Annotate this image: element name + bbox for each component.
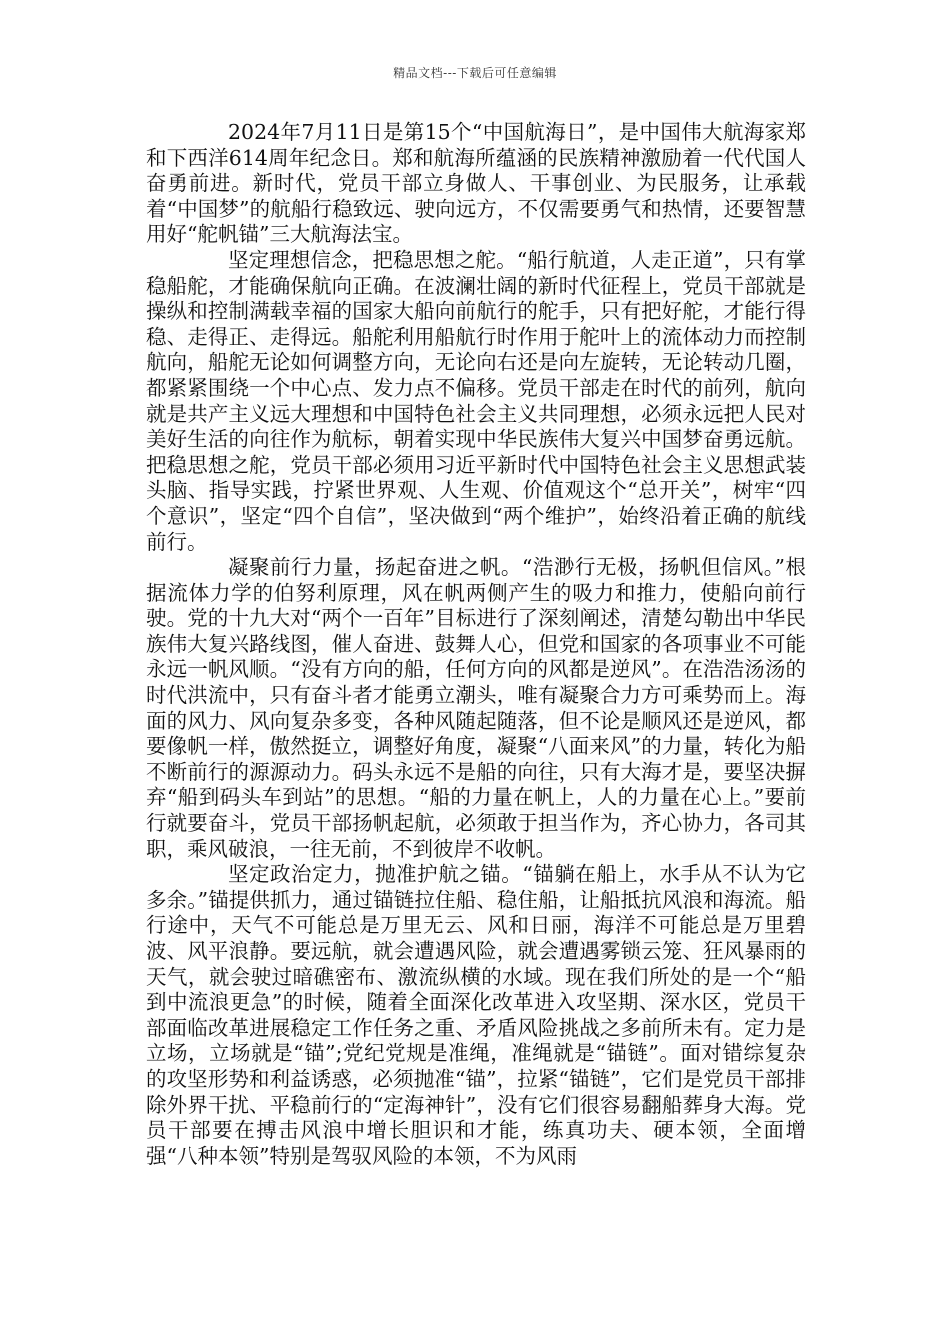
paragraph-sail: 凝聚前行力量，扬起奋进之帆。“浩渺行无极，扬帆但信风。”根据流体力学的伯努利原理，风在帆两侧产生的吸力和推力，使船向前行驶。党的十九大对“两个一百年”目标进行了深刻阐述，清楚勾勒出中华民族伟大复兴路线图，催人奋进、鼓舞人心，但党和国家的各项事业不可能永远一帆风顺。“没有方向的船，任何方向的风都是逆风”。在浩浩汤汤的时代洪流中，只有奋斗者才能勇立潮头，唯有凝聚合力方可乘势而上。海面的风力、风向复杂多变，各种风随起随落，但不论是顺风还是逆风，都要像帆一样，傲然挺立，调整好角度，凝聚“八面来风”的力量，转化为船不断前行的源源动力。码头永远不是船的向往，只有大海才是，要坚决摒弃“船到码头车到站”的思想。“船的力量在帆上，人的力量在心上。”要前行就要奋斗，党员干部扬帆起航，必须敢于担当作为，齐心协力，各司其职，乘风破浪，一往无前，不到彼岸不收帆。	[146, 555, 806, 861]
paragraph-intro: 2024年7月11日是第15个“中国航海日”，是中国伟大航海家郑和下西洋614周年纪念日。郑和航海所蕴涵的民族精神激励着一代代国人奋勇前进。新时代，党员干部立身做人、干事创业、为民服务，让承载着“中国梦”的航船行稳致远、驶向远方，不仅需要勇气和热情，还要智慧用好“舵帆锚”三大航海法宝。	[146, 120, 806, 247]
article-body	[146, 120, 806, 1169]
paragraph-rudder: 坚定理想信念，把稳思想之舵。“船行航道，人走正道”，只有掌稳船舵，才能确保航向正确。在波澜壮阔的新时代征程上，党员干部就是操纵和控制满载幸福的国家大船向前航行的舵手，只有把好舵，才能行得稳、走得正、走得远。船舵利用船航行时作用于舵叶上的流体动力而控制航向，船舵无论如何调整方向，无论向右还是向左旋转，无论转动几圈，都紧紧围绕一个中心点、发力点不偏移。党员干部走在时代的前列，航向就是共产主义远大理想和中国特色社会主义共同理想，必须永远把人民对美好生活的向往作为航标，朝着实现中华民族伟大复兴中国梦奋勇远航。把稳思想之舵，党员干部必须用习近平新时代中国特色社会主义思想武装头脑、指导实践，拧紧世界观、人生观、价值观这个“总开关”，树牢“四个意识”，坚定“四个自信”，坚决做到“两个维护”，始终沿着正确的航线前行。	[146, 247, 806, 554]
paragraph-anchor: 坚定政治定力，抛准护航之锚。“锚躺在船上，水手从不认为它多余。”锚提供抓力，通过锚链拉住船、稳住船，让船抵抗风浪和海流。船行途中，天气不可能总是万里无云、风和日丽，海洋不可能总是万里碧波、风平浪静。要远航，就会遭遇风险，就会遭遇雾锁云笼、狂风暴雨的天气，就会驶过暗礁密布、激流纵横的水域。现在我们所处的是一个“船到中流浪更急”的时候，随着全面深化改革进入攻坚期、深水区，党员干部面临改革进展稳定工作任务之重、矛盾风险挑战之多前所未有。定力是立场，立场就是“锚”;党纪党规是准绳，准绳就是“锚链”。面对错综复杂的攻坚形势和利益诱惑，必须抛准“锚”，拉紧“锚链”，它们是党员干部排除外界干扰、平稳前行的“定海神针”，没有它们很容易翻船葬身大海。党员干部要在搏击风浪中增长胆识和才能，练真功夫、硬本领，全面增强“八种本领”特别是驾驭风险的本领，不为风雨	[146, 862, 806, 1168]
page-header: 精品文档---下载后可任意编辑	[393, 66, 557, 80]
